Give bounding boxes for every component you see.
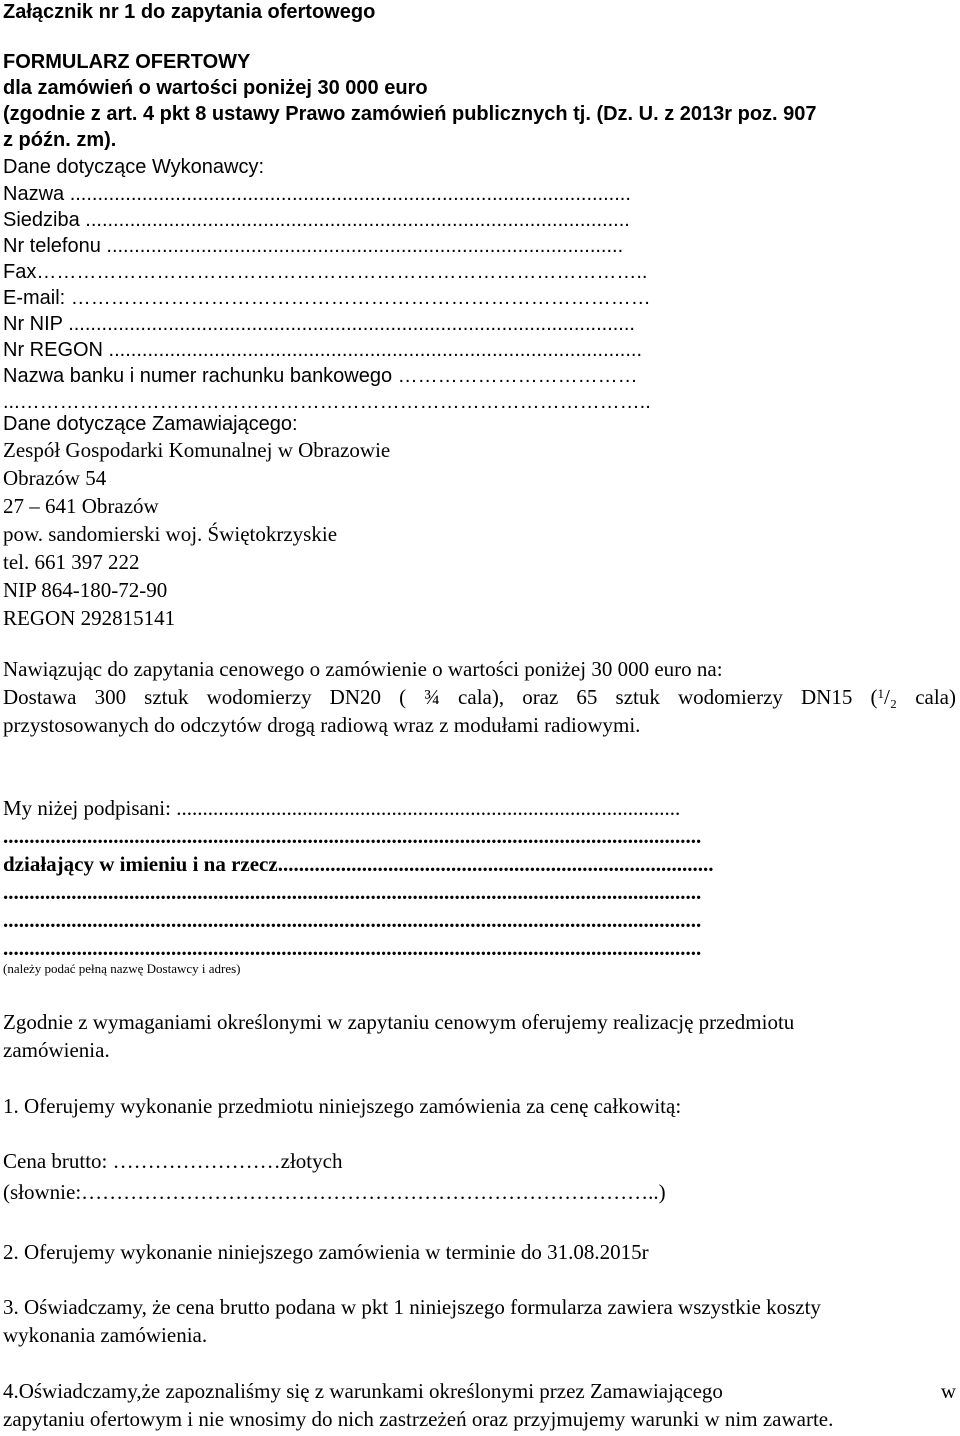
word: 65 — [576, 685, 598, 709]
contractor-fax-field: Fax……………………………………………………………………………….. — [3, 261, 648, 283]
offer-point-4-line2: zapytaniu ofertowym i nie wnosimy do nich zastrzeżeń oraz przyjmujemy warunki w nim zawarte. — [3, 1407, 834, 1431]
word: 300 — [94, 685, 127, 709]
contractor-bank-field: Nazwa banku i numer rachunku bankowego ……………………………… — [3, 365, 638, 387]
offer-point-3-line2: wykonania zamówienia. — [3, 1323, 208, 1347]
contractor-name-field: Nazwa ..................................................................................................... — [3, 183, 631, 205]
word: DN20 — [329, 685, 382, 709]
ordering-party-nip: NIP 864-180-72-90 — [3, 578, 168, 602]
fraction-open: ( — [870, 685, 878, 709]
fraction-rest: /₂ — [883, 685, 898, 709]
offer-intro-line2: zamówienia. — [3, 1038, 110, 1062]
contractor-heading: Dane dotyczące Wykonawcy: — [3, 156, 265, 178]
word: cala), — [458, 685, 505, 709]
word: oraz — [522, 685, 559, 709]
attachment-heading: Załącznik nr 1 do zapytania ofertowego — [3, 1, 376, 23]
form-title: FORMULARZ OFERTOWY — [3, 51, 251, 73]
inquiry-subject-line3: przystosowanych do odczytów drogą radiową wraz z modułami radiowymi. — [3, 713, 641, 737]
word: cala) — [915, 685, 956, 709]
ordering-party-regon: REGON 292815141 — [3, 606, 176, 630]
contractor-email-field: E-mail: …………………………………………………………………………… — [3, 287, 651, 309]
ordering-party-district: pow. sandomierski woj. Świętokrzyskie — [3, 522, 338, 546]
ordering-party-heading: Dane dotyczące Zamawiającego: — [3, 413, 298, 435]
ordering-party-phone: tel. 661 397 222 — [3, 550, 140, 574]
contractor-seat-field: Siedziba .................................................................................................. — [3, 209, 630, 231]
form-subtitle: dla zamówień o wartości poniżej 30 000 euro — [3, 77, 428, 99]
word: sztuk — [144, 685, 189, 709]
word: ( — [399, 685, 407, 709]
inquiry-intro: Nawiązując do zapytania cenowego o zamówienie o wartości poniżej 30 000 euro na: — [3, 657, 723, 681]
word: Dostawa — [3, 685, 77, 709]
inquiry-subject-line — [3, 687, 956, 708]
word: wodomierzy — [206, 685, 312, 709]
legal-basis-line1: (zgodnie z art. 4 pkt 8 ustawy Prawo zamówień publicznych tj. (Dz. U. z 2013r poz. 907 — [3, 103, 817, 125]
offer-point-4-text: 4.Oświadczamy,że zapoznaliśmy się z warunkami określonymi przez Zamawiającego — [3, 1379, 723, 1403]
ordering-party-street: Obrazów 54 — [3, 466, 107, 490]
acting-dots-2: ..................................................................................................................................... — [3, 908, 702, 932]
offer-point-3-line1: 3. Oświadczamy, że cena brutto podana w pkt 1 niniejszego formularza zawiera wszystkie koszty — [3, 1295, 821, 1319]
offer-point-4-line1 — [3, 1381, 956, 1402]
gross-price-field: Cena brutto: ……………………złotych — [3, 1149, 343, 1173]
ordering-party-name: Zespół Gospodarki Komunalnej w Obrazowie — [3, 438, 391, 462]
offer-intro-line1: Zgodnie z wymaganiami określonymi w zapytaniu cenowym oferujemy realizację przedmiotu — [3, 1010, 795, 1034]
undersigned-field: My niżej podpisani: ................................................................................................ — [3, 796, 681, 820]
word: ¾ — [424, 685, 440, 709]
acting-on-behalf-field: działający w imieniu i na rzecz................................................................................... — [3, 852, 714, 876]
contractor-phone-field: Nr telefonu ............................................................................................. — [3, 235, 624, 257]
offer-point-4-end: w — [940, 1379, 956, 1403]
fraction — [870, 687, 897, 708]
undersigned-dots: ..................................................................................................................................... — [3, 824, 702, 848]
word: sztuk — [615, 685, 660, 709]
contractor-bank-continuation: ...………………………………………………………………………………….. — [3, 391, 651, 413]
ordering-party-postal: 27 – 641 Obrazów — [3, 494, 159, 518]
word: wodomierzy — [677, 685, 783, 709]
price-in-words-field: (słownie:………………………………………………………………………..) — [3, 1180, 666, 1204]
contractor-regon-field: Nr REGON ................................................................................................ — [3, 339, 642, 361]
word: DN15 — [801, 685, 853, 709]
contractor-nip-field: Nr NIP ...................................................................................................... — [3, 313, 635, 335]
acting-dots-3: ..................................................................................................................................... — [3, 936, 702, 960]
offer-point-2: 2. Oferujemy wykonanie niniejszego zamówienia w terminie do 31.08.2015r — [3, 1240, 649, 1264]
legal-basis-line2: z późn. zm). — [3, 129, 117, 151]
acting-dots-1: ..................................................................................................................................... — [3, 880, 702, 904]
offer-point-1: 1. Oferujemy wykonanie przedmiotu niniejszego zamówienia za cenę całkowitą: — [3, 1094, 682, 1118]
supplier-name-note: (należy podać pełną nazwę Dostawcy i adres) — [3, 961, 241, 976]
fraction-numerator: 1 — [877, 686, 884, 701]
